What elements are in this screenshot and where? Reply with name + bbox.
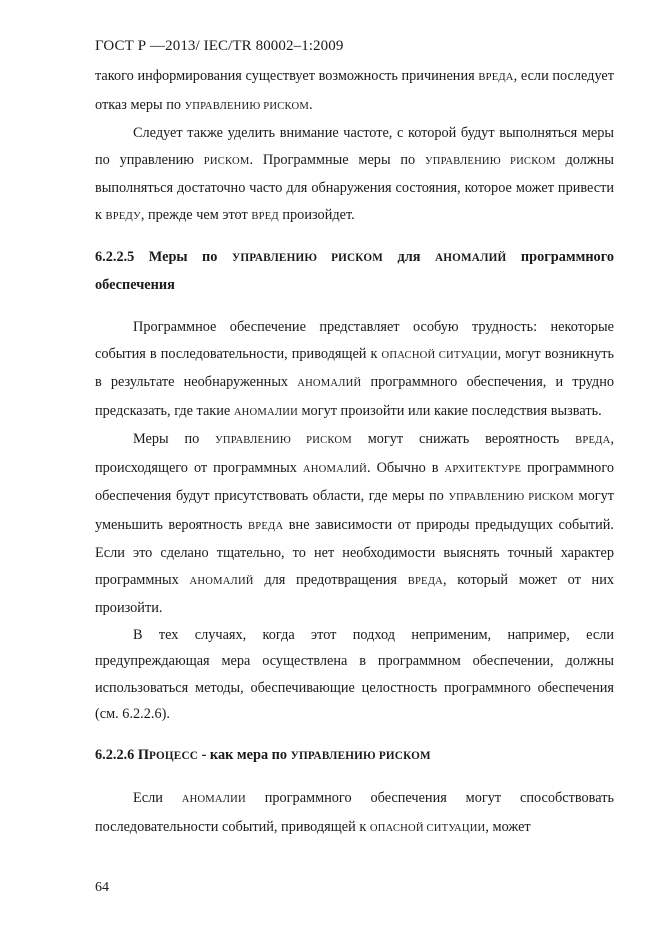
text-run: Если [133, 790, 182, 806]
text-run: Программное обеспечение представляет особую трудность: некоторые события в последовательности, приводящей к [95, 319, 614, 362]
term-harm: ВРЕДА [575, 435, 611, 446]
term-anomalies: АНОМАЛИИ [181, 794, 246, 805]
paragraph-risk-control-measures [95, 426, 614, 622]
term-harm: ВРЕДА [248, 520, 284, 532]
text-run: для [382, 249, 435, 265]
section-heading-6-2-2-5 [95, 244, 614, 298]
term-anomalies: АНОМАЛИЙ [302, 463, 368, 475]
paragraph-anomalies-contribute [95, 785, 614, 842]
term-risk-control: УПРАВЛЕНИЮ РИСКОМ [215, 435, 352, 446]
term-harm: ВРЕДА [407, 575, 443, 587]
term-harm: ВРЕД [251, 210, 279, 222]
text-run: , если последует отказ меры по [95, 68, 614, 113]
text-run: - как мера по [198, 746, 291, 763]
term-risk-control: УПРАВЛЕНИЮ РИСКОМ [184, 100, 309, 112]
page-number: 64 [95, 880, 109, 895]
text-run: 6.2.2.5 Меры по [95, 249, 232, 265]
section-heading-6-2-2-6 [95, 742, 614, 770]
term-risk-control: УПРАВЛЕНИЮ РИСКОМ [290, 749, 431, 762]
term-harm: ВРЕДА [478, 72, 514, 83]
term-risk-control: УПРАВЛЕНИЮ РИСКОМ [425, 155, 556, 167]
text-run: могут уменьшить вероятность [95, 488, 615, 533]
text-run: , который может от них произойти. [95, 571, 614, 616]
text-run: 6.2.2.6 П [95, 746, 150, 763]
term-risk: РИСКОМ [203, 155, 250, 167]
text-run: такого информирования существует возможность причинения [95, 68, 479, 84]
text-run: для предотвращения [253, 571, 408, 588]
text-run: программного обеспечения, и трудно предсказать, где такие [95, 374, 614, 419]
paragraph-continuation [95, 63, 614, 120]
text-run: программного обеспечения [95, 249, 614, 293]
term-risk-control: УПРАВЛЕНИЮ РИСКОМ [448, 492, 574, 503]
page-content [95, 63, 614, 842]
text-run: могут снижать вероятность [351, 431, 576, 447]
term-anomalies: АНОМАЛИЙ [189, 575, 254, 587]
paragraph-frequency [95, 120, 614, 230]
term-hazardous-situation: ОПАСНОЙ СИТУАЦИИ [369, 822, 486, 834]
term-anomalies: АНОМАЛИИ [233, 406, 298, 418]
term-process: РОЦЕСС [149, 749, 199, 762]
text-run: . Программные меры по [249, 151, 426, 168]
term-anomalies: АНОМАЛИЙ [434, 252, 507, 264]
text-run: Меры по [133, 431, 216, 447]
paragraph-software-difficulty [95, 314, 614, 426]
text-run: произойдет. [278, 206, 355, 223]
text-run: программного обеспечения могут способствовать последовательности событий, приводящей к [95, 790, 614, 835]
text-run: вне зависимости от природы предыдущих событий. Если это сделано тщательно, то нет необходимости выяснять точный характер программных [95, 516, 615, 588]
term-anomalies: АНОМАЛИЙ [297, 378, 362, 389]
paragraph-integrity-methods: В тех случаях, когда этот подход неприменим, например, если предупреждающая мера осуществлена в программном обеспечении, должны использоваться методы, обеспечивающие целостность программного обеспечения (см. 6.2.2.6). [95, 626, 614, 722]
text-run: . [308, 96, 313, 113]
text-run: могут произойти или какие последствия вызвать. [297, 402, 602, 419]
text-run: Следует также уделить внимание частоте, с которой будут выполняться меры по управлению [95, 125, 614, 168]
text-run: , происходящего от программных [95, 431, 615, 476]
term-risk-control: УПРАВЛЕНИЮ РИСКОМ [231, 252, 383, 264]
term-architecture: АРХИТЕКТУРЕ [444, 463, 522, 475]
term-hazardous-situation: ОПАСНОЙ СИТУАЦИИ [381, 349, 498, 361]
text-run: , может [485, 818, 531, 835]
term-harm: ВРЕДУ [105, 210, 141, 222]
text-run: должны выполняться достаточно часто для обнаружения состояния, которое может привести к [95, 151, 615, 223]
text-run: . Обычно в [367, 459, 445, 476]
text-run: , могут возникнуть в результате необнаруженных [95, 345, 614, 390]
page-header: ГОСТ Р —2013/ IEC/TR 80002–1:2009 [95, 38, 344, 54]
text-run: , прежде чем этот [140, 206, 252, 223]
text-run: программного обеспечения будут присутствовать области, где меры по [95, 459, 614, 504]
